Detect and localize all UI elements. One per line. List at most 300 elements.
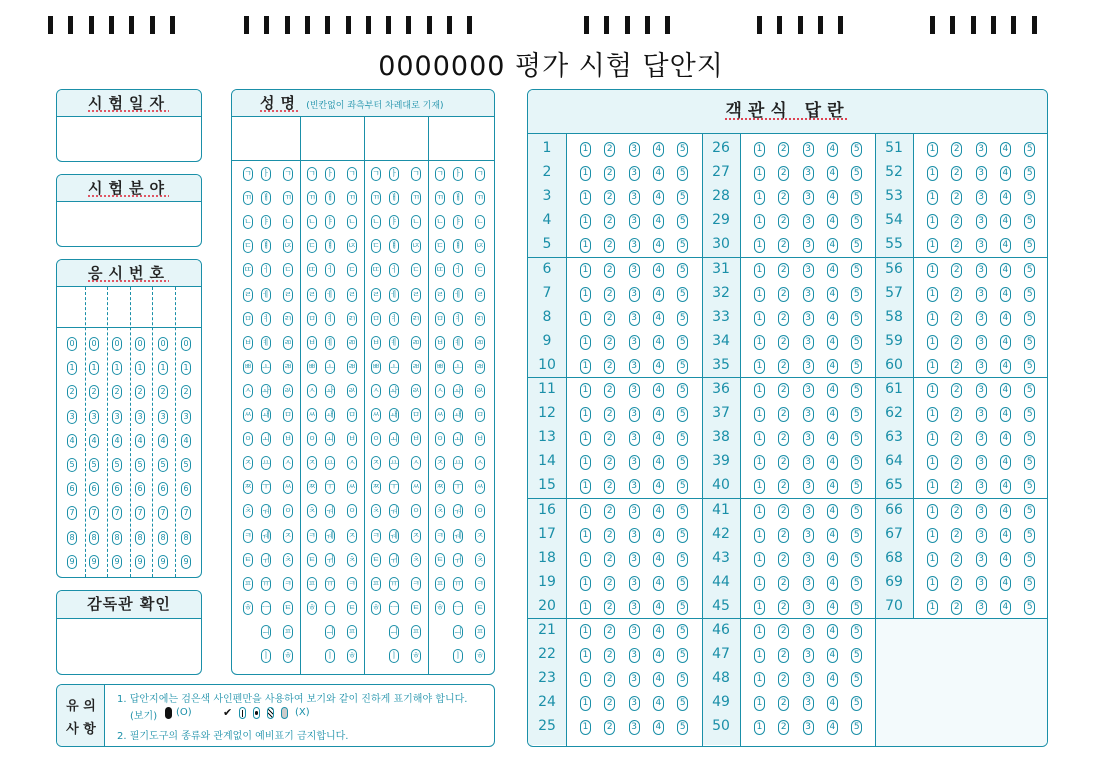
answer-choice-bubble[interactable]: 3: [976, 311, 987, 326]
name-bubble[interactable]: ㄼ: [347, 360, 357, 374]
answer-choice-bubble[interactable]: 2: [604, 431, 615, 446]
exam-number-bubble[interactable]: 2: [158, 385, 168, 399]
answer-choice-bubble[interactable]: 1: [754, 528, 765, 543]
answer-choice-bubble[interactable]: 5: [677, 576, 688, 591]
name-bubble[interactable]: ㄸ: [243, 263, 253, 277]
answer-choice-bubble[interactable]: 2: [604, 455, 615, 470]
exam-number-bubble[interactable]: 3: [135, 410, 145, 424]
answer-choice-bubble[interactable]: 1: [927, 238, 938, 253]
answer-choice-bubble[interactable]: 5: [851, 600, 862, 615]
name-bubble[interactable]: ㄲ: [371, 191, 381, 205]
exam-number-bubble[interactable]: 4: [158, 434, 168, 448]
answer-choice-bubble[interactable]: 2: [778, 359, 789, 374]
exam-number-bubble[interactable]: 6: [89, 482, 99, 496]
name-bubble[interactable]: ㄻ: [283, 336, 293, 350]
answer-choice-bubble[interactable]: 3: [629, 238, 640, 253]
answer-choice-bubble[interactable]: 5: [677, 672, 688, 687]
name-bubble[interactable]: ㅅ: [243, 384, 253, 398]
answer-choice-bubble[interactable]: 4: [827, 552, 838, 567]
answer-choice-bubble[interactable]: 5: [677, 431, 688, 446]
name-bubble[interactable]: ㅚ: [389, 432, 399, 446]
answer-choice-bubble[interactable]: 2: [778, 552, 789, 567]
answer-choice-bubble[interactable]: 4: [653, 311, 664, 326]
answer-choice-bubble[interactable]: 2: [778, 528, 789, 543]
answer-choice-bubble[interactable]: 3: [629, 720, 640, 735]
answer-choice-bubble[interactable]: 4: [827, 624, 838, 639]
answer-choice-bubble[interactable]: 1: [754, 455, 765, 470]
answer-choice-bubble[interactable]: 1: [580, 142, 591, 157]
answer-choice-bubble[interactable]: 2: [778, 504, 789, 519]
name-bubble[interactable]: ㄽ: [283, 384, 293, 398]
exam-number-bubble[interactable]: 3: [181, 410, 191, 424]
answer-choice-bubble[interactable]: 3: [976, 190, 987, 205]
name-bubble[interactable]: ㅣ: [261, 649, 271, 663]
name-bubble[interactable]: ㅙ: [453, 408, 463, 422]
name-bubble[interactable]: ㄹ: [307, 288, 317, 302]
name-bubble[interactable]: ㄷ: [283, 263, 293, 277]
name-bubble[interactable]: ㄱ: [371, 167, 381, 181]
name-bubble[interactable]: ㅎ: [435, 601, 445, 615]
exam-number-bubble[interactable]: 3: [67, 410, 77, 424]
name-bubble[interactable]: ㅗ: [261, 360, 271, 374]
answer-choice-bubble[interactable]: 4: [1000, 335, 1011, 350]
answer-choice-bubble[interactable]: 5: [1024, 287, 1035, 302]
name-bubble[interactable]: ㅇ: [283, 504, 293, 518]
answer-choice-bubble[interactable]: 2: [604, 576, 615, 591]
answer-choice-bubble[interactable]: 1: [927, 455, 938, 470]
name-bubble[interactable]: ㅙ: [261, 408, 271, 422]
name-bubble[interactable]: ㅖ: [453, 336, 463, 350]
answer-choice-bubble[interactable]: 2: [951, 504, 962, 519]
answer-choice-bubble[interactable]: 5: [1024, 528, 1035, 543]
answer-choice-bubble[interactable]: 2: [778, 166, 789, 181]
answer-choice-bubble[interactable]: 5: [677, 624, 688, 639]
exam-number-bubble[interactable]: 2: [67, 385, 77, 399]
answer-choice-bubble[interactable]: 3: [803, 672, 814, 687]
answer-choice-bubble[interactable]: 1: [927, 407, 938, 422]
answer-choice-bubble[interactable]: 4: [653, 552, 664, 567]
answer-choice-bubble[interactable]: 4: [1000, 407, 1011, 422]
name-bubble[interactable]: ㅣ: [325, 649, 335, 663]
answer-choice-bubble[interactable]: 1: [927, 359, 938, 374]
answer-choice-bubble[interactable]: 1: [754, 696, 765, 711]
answer-choice-bubble[interactable]: 1: [754, 672, 765, 687]
answer-choice-bubble[interactable]: 2: [604, 528, 615, 543]
name-bubble[interactable]: ㅁ: [347, 408, 357, 422]
name-bubble[interactable]: ㄵ: [475, 239, 485, 253]
name-bubble[interactable]: ㅇ: [475, 504, 485, 518]
answer-choice-bubble[interactable]: 3: [976, 166, 987, 181]
answer-choice-bubble[interactable]: 3: [803, 190, 814, 205]
answer-choice-bubble[interactable]: 4: [1000, 311, 1011, 326]
name-bubble[interactable]: ㅅ: [283, 456, 293, 470]
answer-choice-bubble[interactable]: 1: [580, 648, 591, 663]
name-bubble[interactable]: ㅕ: [261, 312, 271, 326]
answer-choice-bubble[interactable]: 2: [778, 672, 789, 687]
exam-number-bubble[interactable]: 0: [135, 337, 145, 351]
name-bubble[interactable]: ㄱ: [435, 167, 445, 181]
name-bubble[interactable]: ㅐ: [261, 191, 271, 205]
answer-choice-bubble[interactable]: 2: [604, 383, 615, 398]
answer-choice-bubble[interactable]: 4: [653, 190, 664, 205]
name-bubble[interactable]: ㅞ: [325, 529, 335, 543]
answer-choice-bubble[interactable]: 1: [927, 431, 938, 446]
name-bubble[interactable]: ㄴ: [243, 215, 253, 229]
answer-choice-bubble[interactable]: 2: [778, 455, 789, 470]
answer-choice-bubble[interactable]: 3: [803, 576, 814, 591]
answer-choice-bubble[interactable]: 3: [976, 600, 987, 615]
name-bubble[interactable]: ㅠ: [325, 577, 335, 591]
answer-choice-bubble[interactable]: 5: [1024, 455, 1035, 470]
answer-choice-bubble[interactable]: 3: [976, 142, 987, 157]
name-bubble[interactable]: ㅇ: [347, 504, 357, 518]
answer-choice-bubble[interactable]: 1: [927, 504, 938, 519]
name-bubble[interactable]: ㅙ: [389, 408, 399, 422]
answer-choice-bubble[interactable]: 5: [1024, 238, 1035, 253]
name-bubble[interactable]: ㄲ: [347, 191, 357, 205]
answer-choice-bubble[interactable]: 5: [677, 142, 688, 157]
answer-choice-bubble[interactable]: 5: [677, 504, 688, 519]
name-bubble[interactable]: ㄲ: [411, 191, 421, 205]
name-bubble[interactable]: ㅊ: [283, 553, 293, 567]
name-bubble[interactable]: ㄸ: [435, 263, 445, 277]
answer-choice-bubble[interactable]: 2: [604, 238, 615, 253]
name-bubble[interactable]: ㄵ: [347, 239, 357, 253]
answer-choice-bubble[interactable]: 5: [677, 696, 688, 711]
exam-number-bubble[interactable]: 7: [135, 506, 145, 520]
name-bubble[interactable]: ㅎ: [307, 601, 317, 615]
answer-choice-bubble[interactable]: 4: [827, 528, 838, 543]
answer-choice-bubble[interactable]: 3: [803, 407, 814, 422]
name-bubble[interactable]: ㅂ: [347, 432, 357, 446]
answer-choice-bubble[interactable]: 3: [803, 552, 814, 567]
answer-choice-bubble[interactable]: 2: [604, 359, 615, 374]
answer-choice-bubble[interactable]: 4: [653, 359, 664, 374]
exam-number-bubble[interactable]: 6: [158, 482, 168, 496]
answer-choice-bubble[interactable]: 5: [851, 528, 862, 543]
name-bubble[interactable]: ㄼ: [475, 360, 485, 374]
name-bubble[interactable]: ㅊ: [243, 504, 253, 518]
answer-choice-bubble[interactable]: 4: [653, 238, 664, 253]
name-bubble[interactable]: ㄺ: [475, 312, 485, 326]
answer-choice-bubble[interactable]: 5: [1024, 552, 1035, 567]
name-bubble[interactable]: ㄱ: [475, 167, 485, 181]
exam-number-bubble[interactable]: 2: [89, 385, 99, 399]
answer-choice-bubble[interactable]: 2: [951, 383, 962, 398]
answer-choice-bubble[interactable]: 5: [677, 166, 688, 181]
name-bubble[interactable]: ㅍ: [475, 625, 485, 639]
name-bubble[interactable]: ㅢ: [453, 625, 463, 639]
answer-choice-bubble[interactable]: 1: [580, 190, 591, 205]
answer-choice-bubble[interactable]: 4: [1000, 576, 1011, 591]
name-bubble[interactable]: ㅊ: [307, 504, 317, 518]
answer-choice-bubble[interactable]: 3: [629, 576, 640, 591]
name-bubble[interactable]: ㅋ: [307, 529, 317, 543]
answer-choice-bubble[interactable]: 4: [1000, 479, 1011, 494]
answer-choice-bubble[interactable]: 2: [604, 479, 615, 494]
answer-choice-bubble[interactable]: 1: [754, 263, 765, 278]
name-bubble[interactable]: ㅇ: [307, 432, 317, 446]
name-bubble[interactable]: ㅂ: [283, 432, 293, 446]
name-bubble[interactable]: ㄵ: [283, 239, 293, 253]
name-bubble[interactable]: ㅡ: [389, 601, 399, 615]
answer-choice-bubble[interactable]: 2: [778, 479, 789, 494]
answer-choice-bubble[interactable]: 4: [1000, 600, 1011, 615]
name-bubble[interactable]: ㅜ: [261, 480, 271, 494]
answer-choice-bubble[interactable]: 2: [604, 263, 615, 278]
answer-choice-bubble[interactable]: 1: [927, 335, 938, 350]
exam-number-bubble[interactable]: 5: [181, 458, 191, 472]
answer-choice-bubble[interactable]: 2: [778, 696, 789, 711]
exam-number-bubble[interactable]: 6: [67, 482, 77, 496]
answer-choice-bubble[interactable]: 1: [580, 263, 591, 278]
name-bubble[interactable]: ㅋ: [371, 529, 381, 543]
answer-choice-bubble[interactable]: 1: [580, 166, 591, 181]
name-bubble[interactable]: ㅍ: [435, 577, 445, 591]
name-bubble[interactable]: ㅆ: [243, 408, 253, 422]
answer-choice-bubble[interactable]: 5: [1024, 311, 1035, 326]
answer-choice-bubble[interactable]: 4: [1000, 190, 1011, 205]
name-bubble[interactable]: ㅁ: [371, 312, 381, 326]
answer-choice-bubble[interactable]: 3: [803, 335, 814, 350]
answer-choice-bubble[interactable]: 5: [851, 263, 862, 278]
answer-choice-bubble[interactable]: 5: [851, 624, 862, 639]
answer-choice-bubble[interactable]: 2: [604, 600, 615, 615]
answer-choice-bubble[interactable]: 5: [851, 238, 862, 253]
answer-choice-bubble[interactable]: 5: [1024, 383, 1035, 398]
exam-number-bubble[interactable]: 6: [112, 482, 122, 496]
name-bubble[interactable]: ㅁ: [435, 312, 445, 326]
name-bubble[interactable]: ㅅ: [475, 456, 485, 470]
answer-choice-bubble[interactable]: 1: [927, 600, 938, 615]
answer-choice-bubble[interactable]: 5: [1024, 359, 1035, 374]
name-bubble[interactable]: ㅎ: [243, 601, 253, 615]
answer-choice-bubble[interactable]: 3: [976, 528, 987, 543]
name-bubble[interactable]: ㄹ: [371, 288, 381, 302]
answer-choice-bubble[interactable]: 2: [778, 600, 789, 615]
name-bubble[interactable]: ㅌ: [371, 553, 381, 567]
name-bubble[interactable]: ㅍ: [347, 625, 357, 639]
name-bubble[interactable]: ㅝ: [261, 504, 271, 518]
answer-choice-bubble[interactable]: 5: [677, 359, 688, 374]
answer-choice-bubble[interactable]: 5: [1024, 190, 1035, 205]
name-bubble[interactable]: ㅠ: [453, 577, 463, 591]
name-bubble[interactable]: ㄴ: [371, 215, 381, 229]
name-bubble[interactable]: ㅌ: [475, 601, 485, 615]
answer-choice-bubble[interactable]: 3: [629, 672, 640, 687]
answer-choice-bubble[interactable]: 3: [976, 359, 987, 374]
name-bubble[interactable]: ㅍ: [411, 625, 421, 639]
name-bubble[interactable]: ㅓ: [325, 263, 335, 277]
name-bubble[interactable]: ㅃ: [371, 360, 381, 374]
name-bubble[interactable]: ㄽ: [347, 384, 357, 398]
answer-choice-bubble[interactable]: 1: [580, 383, 591, 398]
name-bubble[interactable]: ㅝ: [453, 504, 463, 518]
answer-choice-bubble[interactable]: 2: [778, 383, 789, 398]
answer-choice-bubble[interactable]: 5: [851, 142, 862, 157]
answer-choice-bubble[interactable]: 4: [1000, 455, 1011, 470]
name-bubble[interactable]: ㅊ: [435, 504, 445, 518]
name-bubble[interactable]: ㅎ: [283, 649, 293, 663]
answer-choice-bubble[interactable]: 2: [604, 190, 615, 205]
name-bubble[interactable]: ㅆ: [411, 480, 421, 494]
answer-choice-bubble[interactable]: 4: [653, 576, 664, 591]
answer-choice-bubble[interactable]: 5: [851, 335, 862, 350]
answer-choice-bubble[interactable]: 4: [653, 528, 664, 543]
answer-choice-bubble[interactable]: 5: [851, 383, 862, 398]
name-bubble[interactable]: ㅁ: [307, 312, 317, 326]
name-bubble[interactable]: ㅝ: [389, 504, 399, 518]
answer-choice-bubble[interactable]: 1: [754, 552, 765, 567]
answer-choice-bubble[interactable]: 2: [778, 214, 789, 229]
name-bubble[interactable]: ㄸ: [371, 263, 381, 277]
answer-choice-bubble[interactable]: 3: [629, 287, 640, 302]
name-bubble[interactable]: ㅆ: [347, 480, 357, 494]
exam-number-bubble[interactable]: 8: [181, 531, 191, 545]
answer-choice-bubble[interactable]: 1: [580, 576, 591, 591]
exam-number-bubble[interactable]: 7: [112, 506, 122, 520]
name-bubble[interactable]: ㅑ: [389, 215, 399, 229]
answer-choice-bubble[interactable]: 1: [580, 455, 591, 470]
answer-choice-bubble[interactable]: 2: [951, 600, 962, 615]
answer-choice-bubble[interactable]: 5: [677, 720, 688, 735]
exam-number-bubble[interactable]: 8: [67, 531, 77, 545]
answer-choice-bubble[interactable]: 4: [1000, 238, 1011, 253]
answer-choice-bubble[interactable]: 1: [927, 166, 938, 181]
answer-choice-bubble[interactable]: 3: [629, 431, 640, 446]
name-bubble[interactable]: ㄷ: [475, 263, 485, 277]
name-bubble[interactable]: ㅒ: [389, 239, 399, 253]
answer-choice-bubble[interactable]: 5: [851, 552, 862, 567]
answer-choice-bubble[interactable]: 4: [827, 142, 838, 157]
name-bubble[interactable]: ㅜ: [453, 480, 463, 494]
name-bubble[interactable]: ㅊ: [371, 504, 381, 518]
answer-choice-bubble[interactable]: 2: [604, 311, 615, 326]
answer-choice-bubble[interactable]: 1: [927, 214, 938, 229]
answer-choice-bubble[interactable]: 5: [677, 648, 688, 663]
name-bubble[interactable]: ㅊ: [411, 553, 421, 567]
answer-choice-bubble[interactable]: 4: [653, 696, 664, 711]
exam-number-bubble[interactable]: 9: [135, 555, 145, 569]
answer-choice-bubble[interactable]: 1: [927, 311, 938, 326]
name-bubble[interactable]: ㅌ: [347, 601, 357, 615]
name-bubble[interactable]: ㅡ: [261, 601, 271, 615]
name-bubble[interactable]: ㅆ: [475, 480, 485, 494]
answer-choice-bubble[interactable]: 5: [677, 528, 688, 543]
answer-choice-bubble[interactable]: 4: [827, 311, 838, 326]
name-bubble[interactable]: ㅁ: [283, 408, 293, 422]
answer-choice-bubble[interactable]: 3: [629, 311, 640, 326]
answer-choice-bubble[interactable]: 1: [754, 431, 765, 446]
name-bubble[interactable]: ㅍ: [243, 577, 253, 591]
answer-choice-bubble[interactable]: 1: [927, 576, 938, 591]
answer-choice-bubble[interactable]: 5: [677, 311, 688, 326]
answer-choice-bubble[interactable]: 3: [803, 528, 814, 543]
answer-choice-bubble[interactable]: 3: [629, 600, 640, 615]
answer-choice-bubble[interactable]: 3: [803, 720, 814, 735]
name-bubble[interactable]: ㅅ: [411, 456, 421, 470]
answer-choice-bubble[interactable]: 5: [677, 287, 688, 302]
name-bubble[interactable]: ㅛ: [325, 456, 335, 470]
exam-number-bubble[interactable]: 1: [135, 361, 145, 375]
name-bubble[interactable]: ㄽ: [475, 384, 485, 398]
answer-choice-bubble[interactable]: 4: [653, 624, 664, 639]
name-bubble[interactable]: ㅍ: [307, 577, 317, 591]
answer-choice-bubble[interactable]: 3: [629, 166, 640, 181]
name-bubble[interactable]: ㅆ: [307, 408, 317, 422]
answer-choice-bubble[interactable]: 1: [927, 263, 938, 278]
answer-choice-bubble[interactable]: 5: [677, 335, 688, 350]
name-bubble[interactable]: ㅒ: [453, 239, 463, 253]
answer-choice-bubble[interactable]: 4: [827, 455, 838, 470]
answer-choice-bubble[interactable]: 4: [827, 383, 838, 398]
answer-choice-bubble[interactable]: 3: [803, 624, 814, 639]
name-bubble[interactable]: ㅌ: [243, 553, 253, 567]
name-bubble[interactable]: ㅌ: [307, 553, 317, 567]
name-bubble[interactable]: ㅉ: [243, 480, 253, 494]
answer-choice-bubble[interactable]: 4: [1000, 142, 1011, 157]
answer-choice-bubble[interactable]: 4: [827, 576, 838, 591]
answer-choice-bubble[interactable]: 4: [827, 600, 838, 615]
answer-choice-bubble[interactable]: 5: [1024, 407, 1035, 422]
name-bubble[interactable]: ㅋ: [347, 577, 357, 591]
answer-choice-bubble[interactable]: 3: [976, 431, 987, 446]
name-bubble[interactable]: ㄹ: [347, 288, 357, 302]
answer-choice-bubble[interactable]: 5: [851, 455, 862, 470]
name-bubble[interactable]: ㄲ: [243, 191, 253, 205]
answer-choice-bubble[interactable]: 1: [927, 383, 938, 398]
answer-choice-bubble[interactable]: 3: [803, 431, 814, 446]
name-bubble[interactable]: ㅍ: [371, 577, 381, 591]
answer-choice-bubble[interactable]: 4: [653, 383, 664, 398]
name-bubble[interactable]: ㄷ: [435, 239, 445, 253]
name-bubble[interactable]: ㅛ: [261, 456, 271, 470]
answer-choice-bubble[interactable]: 3: [629, 190, 640, 205]
answer-choice-bubble[interactable]: 2: [778, 576, 789, 591]
answer-choice-bubble[interactable]: 1: [580, 600, 591, 615]
answer-choice-bubble[interactable]: 1: [580, 238, 591, 253]
answer-choice-bubble[interactable]: 3: [976, 576, 987, 591]
name-bubble[interactable]: ㄷ: [411, 263, 421, 277]
exam-number-bubble[interactable]: 0: [181, 337, 191, 351]
exam-number-bubble[interactable]: 7: [181, 506, 191, 520]
name-bubble[interactable]: ㄹ: [411, 288, 421, 302]
answer-choice-bubble[interactable]: 3: [629, 624, 640, 639]
name-bubble[interactable]: ㅘ: [261, 384, 271, 398]
exam-number-bubble[interactable]: 0: [89, 337, 99, 351]
name-bubble[interactable]: ㅁ: [243, 312, 253, 326]
answer-choice-bubble[interactable]: 2: [604, 166, 615, 181]
answer-choice-bubble[interactable]: 3: [629, 648, 640, 663]
exam-number-bubble[interactable]: 9: [158, 555, 168, 569]
answer-choice-bubble[interactable]: 3: [803, 504, 814, 519]
name-bubble[interactable]: ㅙ: [325, 408, 335, 422]
name-bubble[interactable]: ㅅ: [307, 384, 317, 398]
answer-choice-bubble[interactable]: 1: [580, 431, 591, 446]
answer-choice-bubble[interactable]: 5: [677, 407, 688, 422]
name-bubble[interactable]: ㄱ: [411, 167, 421, 181]
answer-choice-bubble[interactable]: 3: [629, 142, 640, 157]
answer-choice-bubble[interactable]: 1: [754, 335, 765, 350]
name-bubble[interactable]: ㄽ: [411, 384, 421, 398]
answer-choice-bubble[interactable]: 2: [778, 624, 789, 639]
name-bubble[interactable]: ㅘ: [453, 384, 463, 398]
answer-choice-bubble[interactable]: 4: [827, 263, 838, 278]
answer-choice-bubble[interactable]: 1: [927, 528, 938, 543]
answer-choice-bubble[interactable]: 5: [677, 455, 688, 470]
answer-choice-bubble[interactable]: 5: [677, 214, 688, 229]
name-bubble[interactable]: ㅋ: [411, 577, 421, 591]
